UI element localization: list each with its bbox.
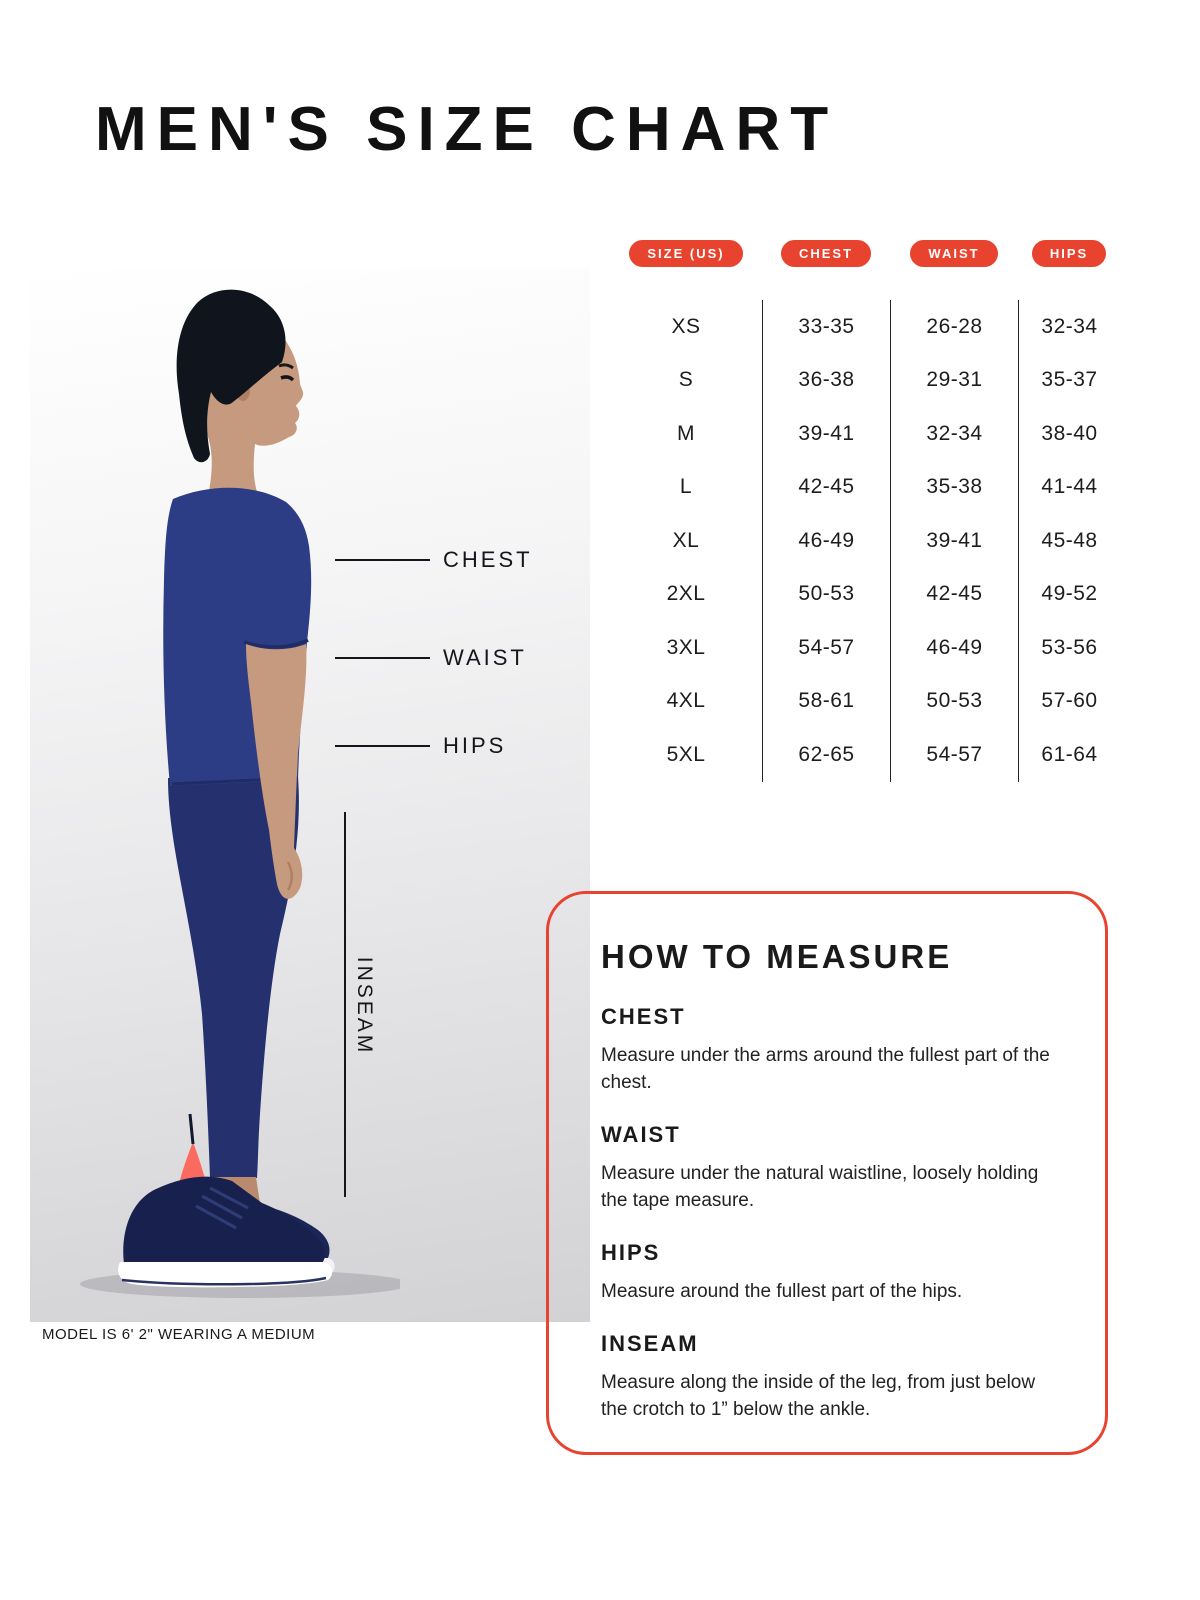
inseam-pointer-line: [344, 812, 346, 1197]
chest-cell: 39-41: [762, 407, 890, 461]
waist-cell: 54-57: [890, 728, 1018, 782]
table-row: [610, 407, 1120, 461]
column-pill-hips: HIPS: [1032, 240, 1106, 267]
page-title: MEN'S SIZE CHART: [95, 95, 839, 164]
table-row: [610, 514, 1120, 568]
section-heading: WAIST: [601, 1122, 681, 1147]
waist-cell: 35-38: [890, 461, 1018, 515]
waist-cell: 32-34: [890, 407, 1018, 461]
section-heading: CHEST: [601, 1004, 686, 1029]
size-cell: M: [677, 421, 695, 445]
chest-cell: 46-49: [762, 514, 890, 568]
table-row: [610, 461, 1120, 515]
section-text: Measure under the arms around the fullest part of the chest.: [601, 1045, 1050, 1093]
hips-cell: 32-34: [1018, 300, 1120, 354]
inseam-pointer-label: INSEAM: [353, 956, 376, 1056]
zipper-line: [190, 1114, 193, 1144]
section-text: Measure around the fullest part of the hips.: [601, 1281, 963, 1302]
how-to-measure-title: HOW TO MEASURE: [601, 938, 953, 975]
size-cell: L: [679, 475, 693, 499]
column-pill-waist: WAIST: [910, 240, 997, 267]
waist-pointer-label: WAIST: [443, 645, 527, 670]
hips-cell: 57-60: [1018, 675, 1120, 729]
section-heading: INSEAM: [601, 1331, 699, 1356]
size-cell: XS: [671, 314, 701, 338]
table-row: [610, 568, 1120, 622]
measure-section-waist: [601, 1122, 1105, 1214]
size-cell: S: [678, 368, 694, 392]
waist-cell: 29-31: [890, 354, 1018, 408]
size-table-rows: [610, 300, 1120, 782]
chest-cell: 36-38: [762, 354, 890, 408]
chest-cell: 54-57: [762, 621, 890, 675]
hips-cell: 61-64: [1018, 728, 1120, 782]
size-cell: 2XL: [666, 582, 706, 606]
waist-cell: 39-41: [890, 514, 1018, 568]
waist-cell: 42-45: [890, 568, 1018, 622]
model-photo: [60, 272, 400, 1322]
column-pill-chest: CHEST: [781, 240, 871, 267]
chest-cell: 33-35: [762, 300, 890, 354]
column-pill-size: SIZE (US): [629, 240, 742, 267]
hips-pointer-label: HIPS: [443, 733, 507, 758]
measure-section-hips: [601, 1240, 1105, 1305]
size-cell: 3XL: [666, 635, 706, 659]
table-row: [610, 728, 1120, 782]
section-text: Measure along the inside of the leg, from just below the crotch to 1” below the ankle.: [601, 1372, 1036, 1420]
section-text: Measure under the natural waistline, loosely holding the tape measure.: [601, 1163, 1039, 1211]
chest-cell: 58-61: [762, 675, 890, 729]
table-row: [610, 621, 1120, 675]
measure-section-inseam: [601, 1331, 1105, 1423]
waist-cell: 26-28: [890, 300, 1018, 354]
size-table: [610, 240, 1120, 782]
waist-cell: 50-53: [890, 675, 1018, 729]
chest-cell: 62-65: [762, 728, 890, 782]
hips-cell: 38-40: [1018, 407, 1120, 461]
chest-pointer-line: [335, 559, 430, 561]
measure-section-chest: [601, 1004, 1105, 1096]
size-cell: 5XL: [666, 742, 706, 766]
section-heading: HIPS: [601, 1240, 661, 1265]
waist-cell: 46-49: [890, 621, 1018, 675]
hips-cell: 41-44: [1018, 461, 1120, 515]
how-to-measure-box: [546, 891, 1108, 1455]
chest-cell: 42-45: [762, 461, 890, 515]
chest-cell: 50-53: [762, 568, 890, 622]
hips-cell: 45-48: [1018, 514, 1120, 568]
size-cell: 4XL: [666, 689, 706, 713]
hips-cell: 35-37: [1018, 354, 1120, 408]
hips-cell: 53-56: [1018, 621, 1120, 675]
hips-pointer-line: [335, 745, 430, 747]
size-cell: XL: [672, 528, 700, 552]
hips-cell: 49-52: [1018, 568, 1120, 622]
waist-pointer-line: [335, 657, 430, 659]
table-row: [610, 300, 1120, 354]
chest-pointer-label: CHEST: [443, 547, 533, 572]
table-row: [610, 675, 1120, 729]
size-table-header: [610, 240, 1120, 274]
model-caption: MODEL IS 6' 2" WEARING A MEDIUM: [42, 1326, 316, 1343]
table-row: [610, 354, 1120, 408]
